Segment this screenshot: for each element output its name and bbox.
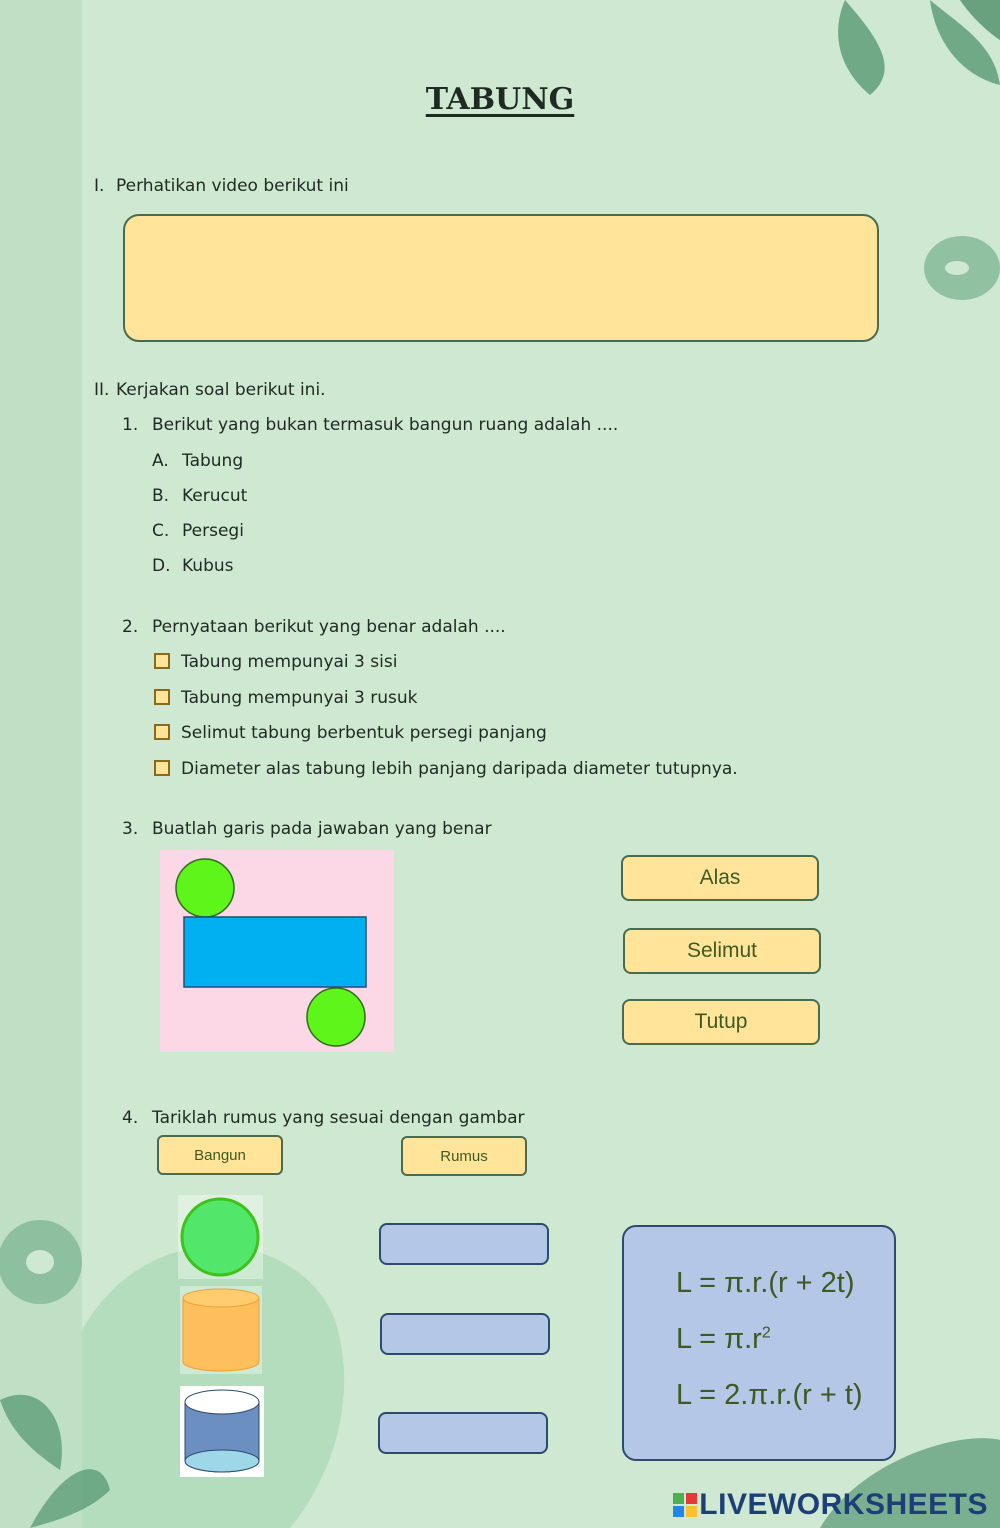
section-1-heading: [94, 176, 349, 196]
logo-text: LIVEWORKSHEETS: [699, 1488, 988, 1521]
section-1-text: Perhatikan video berikut ini: [116, 176, 349, 196]
answer-box-2[interactable]: [380, 1313, 550, 1355]
q2-option-4: Diameter alas tabung lebih panjang daripada diameter tutupnya.: [181, 759, 738, 779]
formula-panel: [622, 1225, 896, 1461]
net-rectangle: [184, 917, 366, 987]
q2-checkbox-1[interactable]: [154, 653, 170, 669]
leaf-top-1: [838, 0, 885, 95]
question-2-text: Pernyataan berikut yang benar adalah ....: [152, 617, 506, 637]
q1-option-d[interactable]: [152, 556, 234, 576]
question-4: [122, 1108, 525, 1128]
section-2-number: II.: [94, 380, 110, 400]
cylinder-blue-bottom: [185, 1450, 259, 1472]
q2-option-2: Tabung mempunyai 3 rusuk: [181, 688, 418, 708]
question-1: [122, 415, 618, 435]
question-3-number: 3.: [122, 819, 139, 839]
question-2-number: 2.: [122, 617, 139, 637]
q2-option-3: Selimut tabung berbentuk persegi panjang: [181, 723, 547, 743]
q2-option-1: Tabung mempunyai 3 sisi: [181, 652, 398, 672]
net-bottom-circle: [307, 988, 365, 1046]
q2-checkbox-3[interactable]: [154, 724, 170, 740]
video-placeholder[interactable]: [123, 214, 879, 342]
answer-box-3[interactable]: [378, 1412, 548, 1454]
q1-option-letter: C.: [152, 521, 170, 541]
q2-checkbox-2[interactable]: [154, 689, 170, 705]
q1-option-text: Tabung: [182, 451, 244, 471]
q2-checkbox-4[interactable]: [154, 760, 170, 776]
header-bangun: Bangun: [157, 1135, 283, 1175]
net-top-circle: [176, 859, 234, 917]
q1-option-c[interactable]: [152, 521, 244, 541]
question-1-number: 1.: [122, 415, 139, 435]
question-3: [122, 819, 492, 839]
liveworksheets-logo[interactable]: [673, 1488, 988, 1522]
page-title: TABUNG: [425, 82, 575, 117]
q1-option-letter: D.: [152, 556, 171, 576]
circle-shape: [182, 1199, 258, 1275]
logo-icon: [673, 1493, 697, 1517]
section-2-heading: [94, 380, 326, 400]
cylinder-blue-top: [185, 1390, 259, 1414]
section-1-number: I.: [94, 176, 105, 196]
formula-3[interactable]: L = 2.π.r.(r + t): [676, 1379, 863, 1411]
q1-option-a[interactable]: [152, 451, 243, 471]
question-2: [122, 617, 506, 637]
formula-2-exponent: 2: [761, 1324, 771, 1342]
q1-option-letter: A.: [152, 451, 169, 471]
circle-shape-image: [178, 1195, 263, 1279]
question-4-number: 4.: [122, 1108, 139, 1128]
q1-option-b[interactable]: [152, 486, 247, 506]
cylinder-orange-image: [180, 1286, 262, 1374]
formula-2-base: L = π.r: [676, 1323, 762, 1355]
cylinder-orange-top: [183, 1289, 259, 1307]
q3-choice-tutup[interactable]: Tutup: [622, 999, 820, 1045]
header-rumus: Rumus: [401, 1136, 527, 1176]
q1-option-text: Persegi: [182, 521, 244, 541]
question-4-text: Tariklah rumus yang sesuai dengan gambar: [152, 1108, 525, 1128]
question-1-text: Berikut yang bukan termasuk bangun ruang adalah ....: [152, 415, 619, 435]
cylinder-blue-image: [180, 1386, 264, 1477]
cylinder-net-image: [160, 850, 394, 1052]
blob-right-hole: [945, 261, 969, 275]
formula-2[interactable]: [676, 1323, 771, 1356]
question-3-text: Buatlah garis pada jawaban yang benar: [152, 819, 492, 839]
q1-option-text: Kubus: [182, 556, 234, 576]
section-2-text: Kerjakan soal berikut ini.: [116, 380, 326, 400]
cylinder-orange-body: [183, 1298, 259, 1371]
q3-choice-alas[interactable]: Alas: [621, 855, 819, 901]
q1-option-text: Kerucut: [182, 486, 248, 506]
q3-choice-selimut[interactable]: Selimut: [623, 928, 821, 974]
answer-box-1[interactable]: [379, 1223, 549, 1265]
formula-1[interactable]: L = π.r.(r + 2t): [676, 1267, 855, 1299]
q1-option-letter: B.: [152, 486, 170, 506]
leaf-bottom-left: [0, 1395, 62, 1470]
blob-left-hole: [26, 1250, 54, 1274]
